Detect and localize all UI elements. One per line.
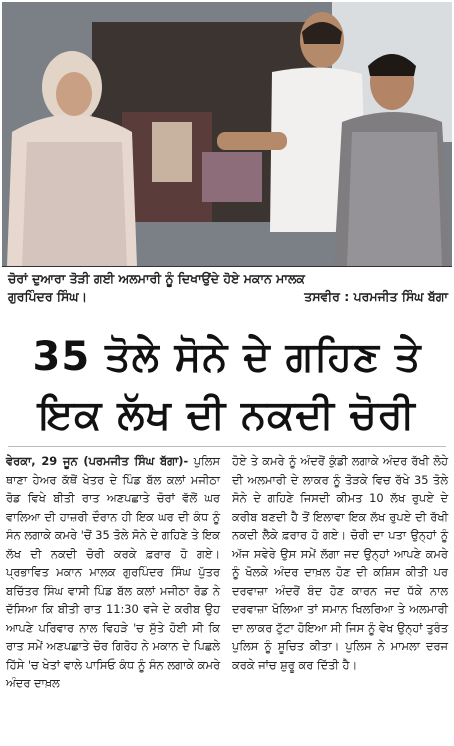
caption-line-2: [8, 288, 448, 306]
caption-line-1: ਚੋਰਾਂ ਦੁਆਰਾ ਤੋੜੀ ਗਈ ਅਲਮਾਰੀ ਨੂੰ ਦਿਖਾਉਂਦੇ ਹੋਏ ਮਕਾਨ ਮਾਲਕ: [8, 271, 305, 286]
headline-line-2: ਇਕ ਲੱਖ ਦੀ ਨਕਦੀ ਚੋਰੀ: [38, 392, 416, 438]
article-headline: [0, 328, 454, 444]
article-dateline: ਵੇਰਕਾ, 29 ਜੂਨ (ਪਰਮਜੀਤ ਸਿੰਘ ਬੱਗਾ)-: [6, 454, 189, 468]
photo-caption: [8, 270, 448, 306]
news-photo: [2, 2, 452, 267]
headline-line-1: 35 ਤੋਲੇ ਸੋਨੇ ਦੇ ਗਹਿਣ ਤੇ: [32, 334, 422, 380]
photo-illustration: [2, 2, 452, 266]
article-column-right: [232, 452, 448, 674]
headline-divider: [8, 446, 446, 447]
article-body-left: ਪੁਲਿਸ ਥਾਣਾ ਹੇਅਰ ਕੱਥੋਂ ਖੇਤਰ ਦੇ ਪਿੰਡ ਬੱਲ ਕਲਾਂ ਮਜੀਠਾ ਰੋਡ ਵਿਖੇ ਬੀਤੀ ਰਾਤ ਅਣਪਛਾਤੇ ਚੋਰਾਂ ਵੱਲੋਂ ਘਰ ਵਾਲਿਆ ਦੀ ਹਾਜ਼ਰੀ ਦੌਰਾਨ ਹੀ ਇਕ ਘਰ ਦੀ ਕੰਧ ਨੂੰ ਸੰਨ ਲਗਾਕੇ ਕਮਰੇ 'ਚੋਂ 35 ਤੋਲੇ ਸੋਨੇ ਦੇ ਗਹਿਣੇ ਤੇ ਇਕ ਲੱਖ ਦੀ ਨਕਦੀ ਚੋਰੀ ਕਰਕੇ ਫ਼ਰਾਰ ਹੋ ਗਏ। ਪ੍ਰਭਾਵਿਤ ਮਕਾਨ ਮਾਲਕ ਗੁਰਪਿੰਦਰ ਸਿੰਘ ਪੁੱਤਰ ਬਚਿੱਤਰ ਸਿੰਘ ਵਾਸੀ ਪਿੰਡ ਬੱਲ ਕਲਾਂ ਮਜੀਠਾ ਰੋਡ ਨੇ ਦੱਸਿਆ ਕਿ ਬੀਤੀ ਰਾਤ 11:30 ਵਜੇ ਦੇ ਕਰੀਬ ਉਹ ਆਪਣੇ ਪਰਿਵਾਰ ਨਾਲ ਵਿਹੜੇ 'ਚ ਸੁੱਤੇ ਹੋਈ ਸੀ ਕਿ ਰਾਤ ਸਮੇਂ ਅਣਪਛਾਤੇ ਚੋਰ ਗਿਰੋਹ ਨੇ ਮਕਾਨ ਦੇ ਪਿਛਲੇ ਹਿੱਸੇ 'ਚ ਖੇਤਾਂ ਵਾਲੇ ਪਾਸਿਓ ਕੰਧ ਨੂੰ ਸੰਨ ਲਗਾਕੇ ਕਮਰੇ ਅੰਦਰ ਦਾਖ਼ਲ: [6, 454, 220, 690]
article-body-right: ਹੋਏ ਤੇ ਕਮਰੇ ਨੂੰ ਅੰਦਰੋਂ ਕੁੰਡੀ ਲਗਾਕੇ ਅੰਦਰ ਰੱਖੀ ਲੋਹੇ ਦੀ ਅਲਮਾਰੀ ਦੇ ਲਾਕਰ ਨੂੰ ਤੋੜਕੇ ਵਿਚ ਰੱਖੇ 35 ਤੋਲੇ ਸੋਨੇ ਦੇ ਗਹਿਣੇ ਜਿਸਦੀ ਕੀਮਤ 10 ਲੱਖ ਰੁਪਏ ਦੇ ਕਰੀਬ ਬਣਦੀ ਹੈ ਤੋਂ ਇਲਾਵਾ ਇਕ ਲੱਖ ਰੁਪਏ ਦੀ ਰੱਖੀ ਨਕਦੀ ਲੈਕੇ ਫ਼ਰਾਰ ਹੋ ਗਏ। ਚੋਰੀ ਦਾ ਪਤਾ ਉਨ੍ਹਾਂ ਨੂੰ ਅੱਜ ਸਵੇਰੇ ਉਸ ਸਮੇਂ ਲੱਗਾ ਜਦ ਉਨ੍ਹਾਂ ਆਪਣੇ ਕਮਰੇ ਨੂੰ ਖੋਲਕੇ ਅੰਦਰ ਦਾਖ਼ਲ ਹੋਣ ਦੀ ਕਸ਼ਿਸ ਕੀਤੀ ਪਰ ਦਰਵਾਜ਼ਾ ਅੰਦਰੋਂ ਬੰਦ ਹੋਣ ਕਾਰਨ ਜਦ ਧੱਕੇ ਨਾਲ ਦਰਵਾਜ਼ਾ ਖੋਲਿਆ ਤਾਂ ਸਮਾਨ ਖਿਲਰਿਆ ਤੇ ਅਲਮਾਰੀ ਦਾ ਲਾਕਰ ਟੁੱਟਾ ਹੋਇਆ ਸੀ ਜਿਸ ਨੂੰ ਵੇਖ ਉਨ੍ਹਾਂ ਤੁਰੰਤ ਪੁਲਿਸ ਨੂੰ ਸੂਚਿਤ ਕੀਤਾ। ਪੁਲਿਸ ਨੇ ਮਾਮਲਾ ਦਰਜ ਕਰਕੇ ਜਾਂਚ ਸ਼ੁਰੂ ਕਰ ਦਿੱਤੀ ਹੈ।: [232, 454, 448, 672]
photo-credit: ਤਸਵੀਰ : ਪਰਮਜੀਤ ਸਿੰਘ ਬੱਗਾ: [304, 289, 448, 304]
article-column-left: [6, 452, 220, 693]
caption-owner-name: ਗੁਰਪਿੰਦਰ ਸਿੰਘ।: [8, 289, 87, 304]
